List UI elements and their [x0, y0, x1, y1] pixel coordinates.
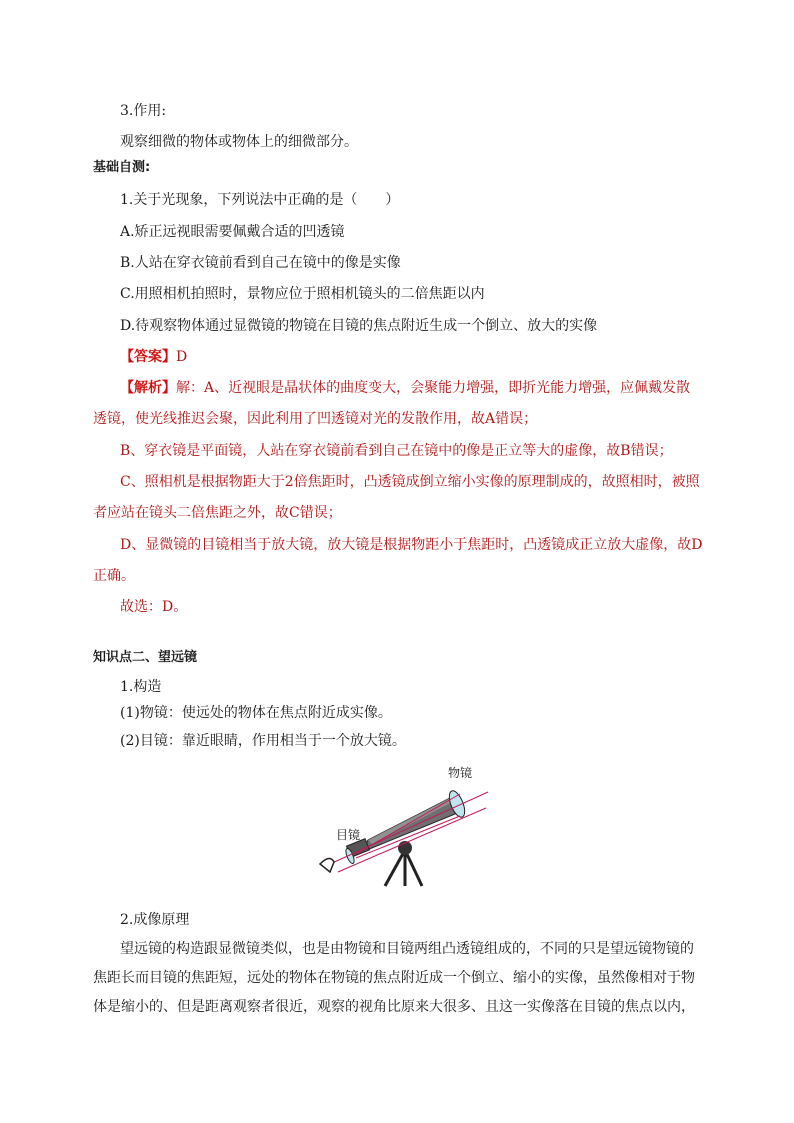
principle-line-3: 体是缩小的、但是距离观察者很近，观察的视角比原来大很多、且这一实像落在目镜的焦点以内，	[93, 999, 695, 1015]
analysis-line-7: 正确。	[93, 568, 135, 584]
analysis-tag: 【解析】	[120, 380, 176, 396]
eye-icon	[320, 858, 334, 872]
telescope-figure	[310, 760, 510, 890]
analysis-line-4: C、照相机是根据物距大于2倍焦距时，凸透镜成倒立缩小实像的原理制成的，故照相时，被照	[120, 474, 700, 490]
construct-heading: 1.构造	[120, 679, 162, 695]
principle-title: 2.成像原理	[120, 912, 190, 928]
eyepiece-label: 目镜	[336, 828, 361, 842]
objective-text: (1)物镜：使远处的物体在焦点附近成实像。	[120, 705, 392, 721]
analysis-line-5: 者应站在镜头二倍焦距之外，故C错误；	[93, 505, 342, 521]
analysis-line-6: D、显微镜的目镜相当于放大镜，放大镜是根据物距小于焦距时，凸透镜成正立放大虚像，故D	[120, 537, 703, 553]
heading-function: 3.作用:	[120, 103, 167, 119]
option-a: A.矫正远视眼需要佩戴合适的凹透镜	[120, 224, 345, 240]
principle-line-2: 焦距长而目镜的焦距短，远处的物体在物镜的焦点附近成一个倒立、缩小的实像，虽然像相对于物	[93, 970, 695, 986]
option-c: C.用照相机拍照时，景物应位于照相机镜头的二倍焦距以内	[120, 286, 485, 302]
objective-label: 物镜	[448, 766, 473, 780]
option-b: B.人站在穿衣镜前看到自己在镜中的像是实像	[120, 255, 401, 271]
answer-value: D	[176, 349, 188, 365]
analysis-line-2: 透镜，使光线推迟会聚，因此利用了凹透镜对光的发散作用，故A错误；	[93, 411, 538, 427]
option-d: D.待观察物体通过显微镜的物镜在目镜的焦点附近生成一个倒立、放大的实像	[120, 318, 598, 334]
tripod	[385, 850, 422, 886]
analysis-line-1	[120, 378, 690, 398]
purpose-text: 观察细微的物体或物体上的细微部分。	[120, 134, 358, 150]
question-text: 1.关于光现象，下列说法中正确的是（ ）	[120, 192, 400, 208]
analysis-text-1: 解：A、近视眼是晶状体的曲度变大，会聚能力增强，即折光能力增强，应佩戴发散	[176, 380, 691, 396]
answer-tag: 【答案】	[120, 349, 176, 365]
selftest-title: 基础自测:	[93, 160, 151, 175]
answer-row	[120, 347, 187, 367]
telescope-illustration	[310, 760, 510, 890]
principle-line-1: 望远镜的构造跟显微镜类似，也是由物镜和目镜两组凸透镜组成的，不同的只是望远镜物镜的	[120, 941, 694, 957]
eyepiece-text: (2)目镜：靠近眼睛，作用相当于一个放大镜。	[120, 733, 406, 749]
analysis-line-8: 故选：D。	[120, 599, 188, 615]
section2-title: 知识点二、望远镜	[93, 650, 198, 665]
analysis-line-3: B、穿衣镜是平面镜，人站在穿衣镜前看到自己在镜中的像是正立等大的虚像，故B错误；	[120, 443, 673, 459]
